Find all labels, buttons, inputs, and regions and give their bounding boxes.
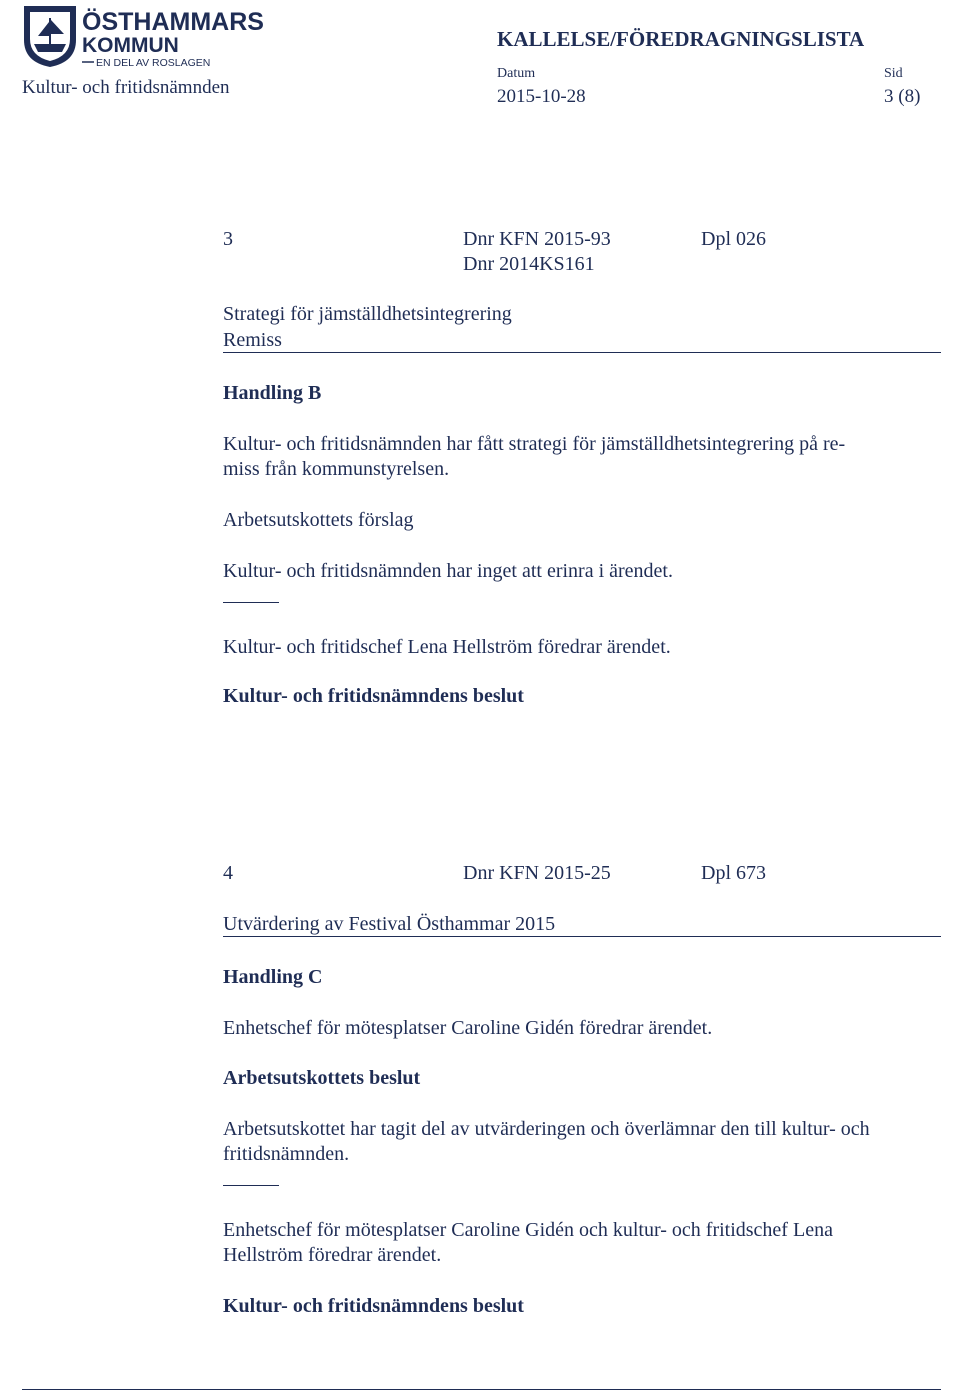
logo-name-line2: KOMMUN bbox=[82, 34, 179, 57]
item4-au-decision-line1: Arbetsutskottet har tagit del av utvärderingen och överlämnar den till kultur- och bbox=[223, 1118, 870, 1140]
item4-au-decision-heading: Arbetsutskottets beslut bbox=[223, 1067, 421, 1089]
item4-divider bbox=[223, 936, 941, 937]
item3-handling: Handling B bbox=[223, 382, 322, 404]
item3-text-line1: Kultur- och fritidsnämnden har fått strategi för jämställdhetsintegrering på re- bbox=[223, 433, 846, 455]
item3-number: 3 bbox=[223, 228, 233, 250]
item4-separator bbox=[223, 1185, 279, 1186]
organization-name: Kultur- och fritidsnämnden bbox=[22, 77, 230, 98]
logo-name-line1: ÖSTHAMMARS bbox=[82, 8, 264, 36]
item4-title: Utvärdering av Festival Östhammar 2015 bbox=[223, 913, 556, 935]
ostharmmar-kommun-logo bbox=[22, 4, 264, 69]
coat-of-arms-icon bbox=[24, 6, 76, 67]
item3-dpl: Dpl 026 bbox=[701, 228, 766, 250]
document-title: KALLELSE/FÖREDRAGNINGSLISTA bbox=[497, 27, 865, 51]
item3-proposal-text: Kultur- och fritidsnämnden har inget att erinra i ärendet. bbox=[223, 560, 673, 582]
item4-number: 4 bbox=[223, 862, 233, 884]
footer-divider bbox=[22, 1389, 941, 1390]
item3-dnr-ks: Dnr 2014KS161 bbox=[463, 253, 595, 275]
item4-au-decision-line2: fritidsnämnden. bbox=[223, 1143, 350, 1165]
item4-presenters-line1: Enhetschef för mötesplatser Caroline Gidén och kultur- och fritidschef Lena bbox=[223, 1219, 833, 1241]
page-number: 3 (8) bbox=[884, 86, 921, 107]
item3-dnr: Dnr KFN 2015-93 bbox=[463, 228, 611, 250]
page-label: Sid bbox=[884, 66, 903, 81]
item4-presenter: Enhetschef för mötesplatser Caroline Gidén föredrar ärendet. bbox=[223, 1017, 713, 1039]
item3-text-line2: miss från kommunstyrelsen. bbox=[223, 458, 450, 480]
item4-presenters-line2: Hellström föredrar ärendet. bbox=[223, 1244, 442, 1266]
item3-separator bbox=[223, 602, 279, 603]
date-label: Datum bbox=[497, 66, 536, 81]
item3-subtitle: Remiss bbox=[223, 329, 282, 351]
date-value: 2015-10-28 bbox=[497, 86, 586, 107]
item4-decision-heading: Kultur- och fritidsnämndens beslut bbox=[223, 1295, 524, 1317]
item3-presenter: Kultur- och fritidschef Lena Hellström föredrar ärendet. bbox=[223, 636, 671, 658]
item4-dnr: Dnr KFN 2015-25 bbox=[463, 862, 611, 884]
item4-dpl: Dpl 673 bbox=[701, 862, 766, 884]
item4-handling: Handling C bbox=[223, 966, 323, 988]
item3-divider bbox=[223, 352, 941, 353]
item3-decision-heading: Kultur- och fritidsnämndens beslut bbox=[223, 685, 524, 707]
item3-title: Strategi för jämställdhetsintegrering bbox=[223, 303, 512, 325]
logo-tagline: EN DEL AV ROSLAGEN bbox=[96, 57, 211, 69]
item3-proposal-heading: Arbetsutskottets förslag bbox=[223, 509, 414, 531]
